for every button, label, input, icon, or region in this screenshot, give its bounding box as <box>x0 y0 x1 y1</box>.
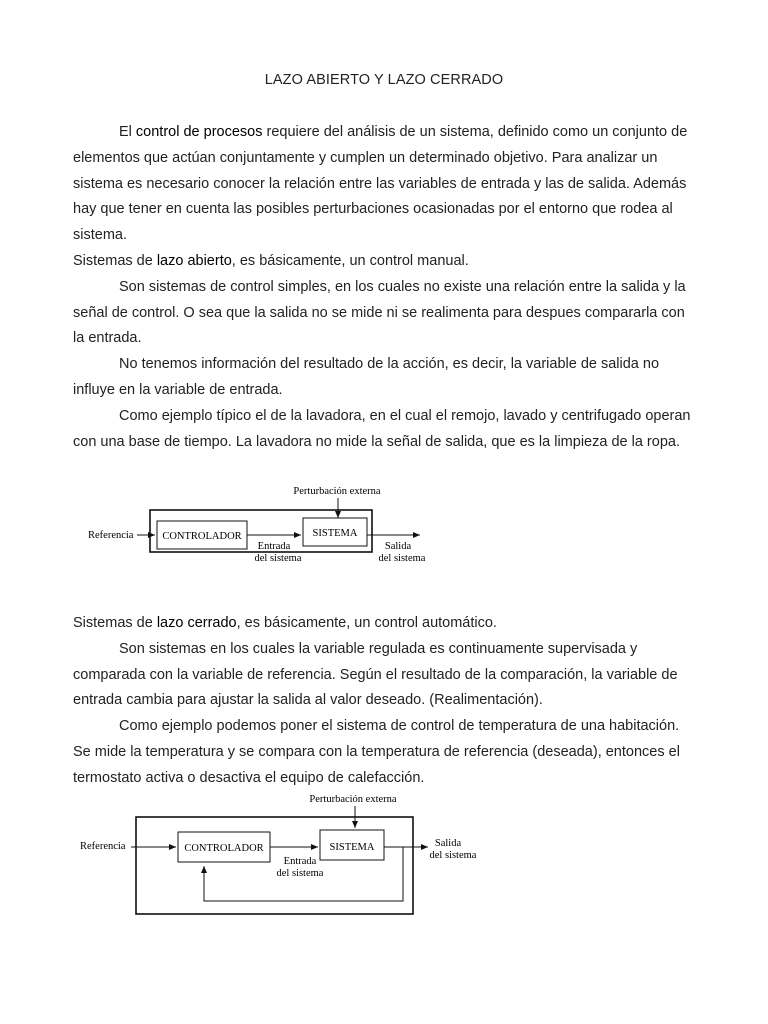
input-label-line2: del sistema <box>276 868 324 879</box>
paragraph-closed-loop-definition: Son sistemas en los cuales la variable regulada es continuamente supervisada y comparada con la variable de referencia. Según el resultado de la comparación, la variable de entrada cambia para ajustar la salida al valor deseado. (Realimentación). <box>73 640 678 709</box>
text-run: requiere del análisis de un sistema, definido como un conjunto de elementos que actúan conjuntamente y cumplen un determinado objetivo. Para analizar un sistema es necesario conocer la relación entre las variables de entrada y las de salida. Además hay que tener en cuenta las posibles perturbaciones ocasionadas por el entorno que rodea al sistema. <box>73 124 688 244</box>
controller-label: CONTROLADOR <box>162 531 242 542</box>
text-run: Sistemas de <box>73 252 157 269</box>
reference-label: Referencia <box>80 841 126 852</box>
controller-label: CONTROLADOR <box>184 843 264 854</box>
open-loop-diagram <box>0 480 768 575</box>
section-open-loop-text <box>73 120 699 455</box>
input-label-line1: Entrada <box>257 541 291 552</box>
text-run: , es básicamente, un control manual. <box>231 252 469 269</box>
section-closed-loop-text <box>73 611 699 792</box>
input-label-line2: del sistema <box>254 553 302 564</box>
closed-loop-diagram <box>0 790 768 915</box>
text-run: , es básicamente, un control automático. <box>236 615 497 631</box>
keyword-lazo-cerrado: lazo cerrado <box>156 615 237 631</box>
output-label-line1: Salida <box>384 541 412 552</box>
system-label: SISTEMA <box>312 528 358 539</box>
output-label-line2: del sistema <box>378 553 426 564</box>
document-title: LAZO ABIERTO Y LAZO CERRADO <box>264 72 504 88</box>
paragraph-open-loop-definition: Son sistemas de control simples, en los cuales no existe una relación entre la salida y la señal de control. O sea que la salida no se mide ni se realimenta para despues compararla con la entrada. <box>73 278 686 347</box>
paragraph-open-loop-heading <box>73 249 699 275</box>
text-run: El <box>119 124 136 140</box>
reference-label: Referencia <box>88 530 134 541</box>
paragraph-intro <box>73 120 699 249</box>
output-label-line1: Salida <box>434 838 462 849</box>
disturbance-label: Perturbación externa <box>309 794 397 805</box>
keyword-control-de-procesos: control de procesos <box>135 124 263 140</box>
paragraph-closed-loop-example: Como ejemplo podemos poner el sistema de control de temperatura de una habitación. Se mide la temperatura y se compara con la temperatura de referencia (deseada), entonces el termostato activa o desactiva el equipo de calefacción. <box>73 718 680 786</box>
keyword-lazo-abierto: lazo abierto <box>156 252 232 269</box>
paragraph-closed-loop-heading <box>73 611 699 637</box>
paragraph-open-loop-example: Como ejemplo típico el de la lavadora, en el cual el remojo, lavado y centrifugado operan con una base de tiempo. La lavadora no mide la señal de salida, que es la limpieza de la ropa. <box>73 407 691 450</box>
paragraph-open-loop-info: No tenemos información del resultado de la acción, es decir, la variable de salida no influye en la variable de entrada. <box>73 356 660 398</box>
output-label-line2: del sistema <box>429 850 477 861</box>
system-label: SISTEMA <box>329 842 375 853</box>
disturbance-label: Perturbación externa <box>293 486 381 497</box>
input-label-line1: Entrada <box>283 856 317 867</box>
text-run: Sistemas de <box>73 615 157 631</box>
